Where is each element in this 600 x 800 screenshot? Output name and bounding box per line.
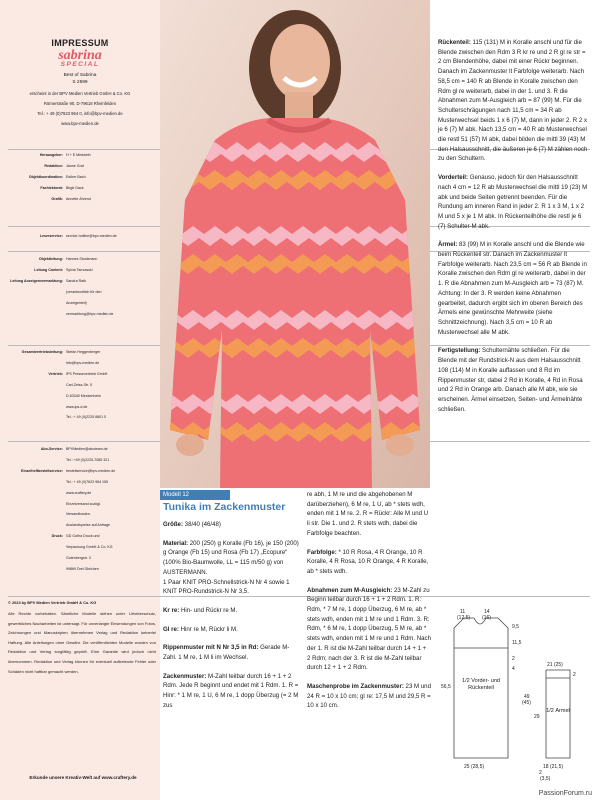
staff-list: Herausgeber: H + E Medweth Redaktion: Janne Graf Objektkoordination: Esther Bach Fachlektorat: Birgit Gack Grafik: Annette Ahrend [28,153,91,201]
tunic-illustration [160,0,430,488]
instructions-col3: Rückenteil: 115 (131) M in Koralle anschl und für die Blende zwischen den Rdm 3 R kr re und 2 R gl re str = 2 cm Blendenhöhe, dabei mit einer Rückr beginnen. Danach im Zackenmuster lt Farbfolge weiterarb. Nach 58,5 cm = 140 R ab Blende in Koralle zwischen den Rdm gl re weiterarb, dabei in der 1. und 3. R die Abnahmen zum M-Ausgleich arb = 87 (99) M. Für die Schulterschrägungen nach 11,5 cm = 34 R ab Musterwechsel beids 1 x 6 (7) M, dann in jeder 2. R 2 x je 6 (7) M abk. Nach 13,5 cm = 40 R ab Musterwechsel die restl 51 (57) M abk, dabei bilden die mittl 39 (43) M den Halsausschnitt, die äußeren je 6 (7) M zählen noch zu den Schultern. Vorderteil: Genauso, jedoch für den Halsausschnitt nach 4 cm = 12 R ab Musterwechsel die mittl 19 (23) M abk und beide Seiten getrennt beenden. Für die Rundung am inneren Rand in jeder 2. R 1 x 3 M, 1 x 2 M und 5 x je 1 M abk. In Rückenteilhöhe die restl je 6 (7) Schulter-M abk. Ärmel: 83 (99) M in Koralle anschl und die Blende wie beim Rückenteil str. Danach im Zackenmuster lt Farbfolge weiterarb. Nach 23,5 cm = 56 R ab Blende in Koralle zwischen den Rdm gl re weiterarb, dabei in der 1. R die Abnahmen zum M-Ausgleich arb = 73 (87) M. Achtung: In der 3. R werden keine Abnahmen gearbeitet, dadurch ergibt sich im oberen Bereich des Ärmels eine gewünschte Mehrweite (siehe Schnittzeichnung). Nach 3,5 cm = 10 R ab Musterwechsel alle M abk. Fertigstellung: Schulternähte schließen. Für die Blende mit der Rundstrick-N aus dem Halsausschnitt 108 (114) M in Koralle auffassen und 8 Rd im Rippenmuster str, dabei 2 Rd in Koralle, 4 Rd in Rosa und 2 Rd in Orange arb. Danach alle M abk, wie sie erscheinen. Ärmel einsetzen, Seiten- und Ärmelnähte schließen. [438,39,588,413]
copyright: © 2023 by BPV Medien Vertrieb GmbH & Co. KG [8,600,97,605]
special-logo: SPECIAL [60,61,100,68]
publisher-line: erscheint in der BPV Medien Vertrieb GmbH & Co. KG [29,91,131,96]
body-label: 1/2 Vorder- und Rückenteil [462,678,500,691]
model-badge: Modell 12 [160,490,230,500]
vertrieb-list: Gesamtvertriebsleitung: Stefan Heggenberger info@bpv-medien.de Vertrieb: IPS Pressevertrieb GmbH Carl-Zeiss-Str. 5 D-53340 Meckenheim www.ips-d.de Tel.: + 49 (0)2225 8801 0 [21,350,108,420]
dim-r3: 2 [512,656,515,662]
sleeve-bottom3: (3,5) [540,776,551,782]
impressum-title: IMPRESSUM [51,38,109,48]
dim-total: 56,5 [441,684,451,690]
sleeve-label: 1/2 Ärmel [546,708,570,714]
publisher-contact: Tel.: + 49 (0)7623 964 0, info@bpv-medien.de [37,111,123,116]
sabrina-logo: sabrina [58,48,102,63]
dim-r4: 4 [512,666,515,672]
publisher-address: Römerstraße 90, D-79618 Rheinfelden [43,101,117,106]
pattern-schematic [440,608,598,788]
dim-top2b: (16) [482,615,491,621]
dim-bottom: 25 (28,5) [464,764,485,770]
service-list: Abo-Service: BPVMedien@aboteam.de Tel.: +49 (0)2225-7085 321 Einzelheftbestellservice: bestellservice@bpv-medien.de Tel.: + 49 (0)7623 964 155 www.craftery.de Einzelversand zuzügl. Versandkosten. Auslandspreise auf Anfrage Druck: GD Gotha Druck und Verpackung GmbH & Co. KG Gutenbergstr. 3 99869 Drei Gleichen [21,447,116,571]
instructions-col1: Größe: 38/40 (46/48) Material: 200 (250) g Koralle (Fb 16), je 150 (200) g Orange (Fb 15) und Rosa (Fb 17) „Ecopure“ (100% Bio-Baumwolle, LL = 115 m/50 g) von AUSTERMANN. 1 Paar KNIT PRO-Schnellstrick-N Nr 4 sowie 1 KNIT PRO-Rundstrick-N Nr 3,5. Kr re: Hin- und Rückr re M. Gl re: Hinr re M, Rückr li M. Rippenmuster mit N Nr 3,5 in Rd: Gerade M-Zahl. 1 M re, 1 M li im Wechsel. Zackenmuster: M-Zahl teilbar durch 16 + 1 + 2 Rdm. Jede R beginnt und endet mit 1 Rdm. 1. R = Hinr: * 1 M re, 1 U, 6 M re, 1 dopp Überzug (= 2 M zus [163,521,299,709]
issue-number: S 2599 [72,80,88,85]
sleeve-top: 21 (25) [547,662,563,668]
dim-45: (45) [522,700,531,706]
management-list: Objektleitung: Hannes Stockmann Leitung Content: Sylvia Tarnowski Leitung Anzeigenvermarktung: Sandra Rath (verantwortlich für den Anzeigenteil) vermarktung@bpv-medien.de [10,257,114,316]
dim-top1: 11 [460,609,466,615]
dim-r2: 11,5 [512,640,522,646]
subline: Best of Sabrina [63,73,97,78]
dim-r1: 9,5 [512,624,519,630]
publisher-web: www.bpv-medien.de [61,121,99,126]
instructions-col2: re abh, 1 M re und die abgehobenen M darüberziehen), 6 M re, 1 U, ab * stets wdh, enden mit 1 M re. 2. R = Rückr: Alle M und U li str. Die 1. und 2. R stets wdh, dabei die Farbfolge beachten. Farbfolge: * 10 R Rosa, 4 R Orange, 10 R Koralle, 4 R Rosa, 10 R Orange, 4 R Koralle, ab * stets wdh. Abnahmen zum M-Ausgleich: 23 M-Zahl zu Beginn teilbar durch 16 + 1 + 2 Rdm. 1. R: Rdm, * 7 M re, 1 dopp Überzug, 6 M re, ab * stets wdh, enden mit 1 M re und 1 Rdm. 3. R: Rdm, * 6 M re, 1 dopp Überzug, 5 M re, ab * stets wdh, enden mit 1 M re und 1 Rdm. Nach der 1. R ist die M-Zahl teilbar durch 14 + 1 + 2 Rdm; nach der 3. R ist die M-Zahl teilbar durch 12 + 1 + 2 Rdm. Maschenprobe im Zackenmuster: 23 M und 24 R = 10 x 10 cm; gl re: 17,5 M und 29,5 R = 10 x 10 cm. [307,491,431,710]
dim-top1b: (12,5) [457,615,471,621]
legal-notice: Alle Rechte vorbehalten. Sämtliche Modelle stehen unter Urheberschutz, gewerbliches Nacharbeiten ist untersagt. Für unverlangte Einsendungen von Fotos, Zeichnungen und Manuskripten übernehmen Verlag und Redaktion keinerlei Haftung. Alle Anleitungen ohne Gewähr. Die veröffentlichten Modelle wurden von Redaktion und Verlag sorgfältig geprüft. Eine Garantie wird jedoch nicht übernommen. Redaktion und Verlag können für eventuell auftretende Fehler oder Schäden nicht haftbar gemacht werden. [8,611,156,674]
dim-49: 49 [524,694,530,700]
sleeve-bottom: 18 (21,5) [543,764,564,770]
sleeve-bottom2: 2 [539,770,542,776]
watermark: PassionForum.ru [538,790,592,797]
dim-top2: 14 [484,609,490,615]
footer-link: Erkunde unsere Kreativ-Welt auf www.craftery.de [29,775,137,780]
leserservice: Leserservice: service-hotline@bpv-medien.de [39,234,117,238]
sleeve-2: 2 [573,672,576,678]
model-photo [160,0,430,488]
model-title: Tunika im Zackenmuster [163,501,286,513]
sleeve-height: 29 [534,714,540,720]
